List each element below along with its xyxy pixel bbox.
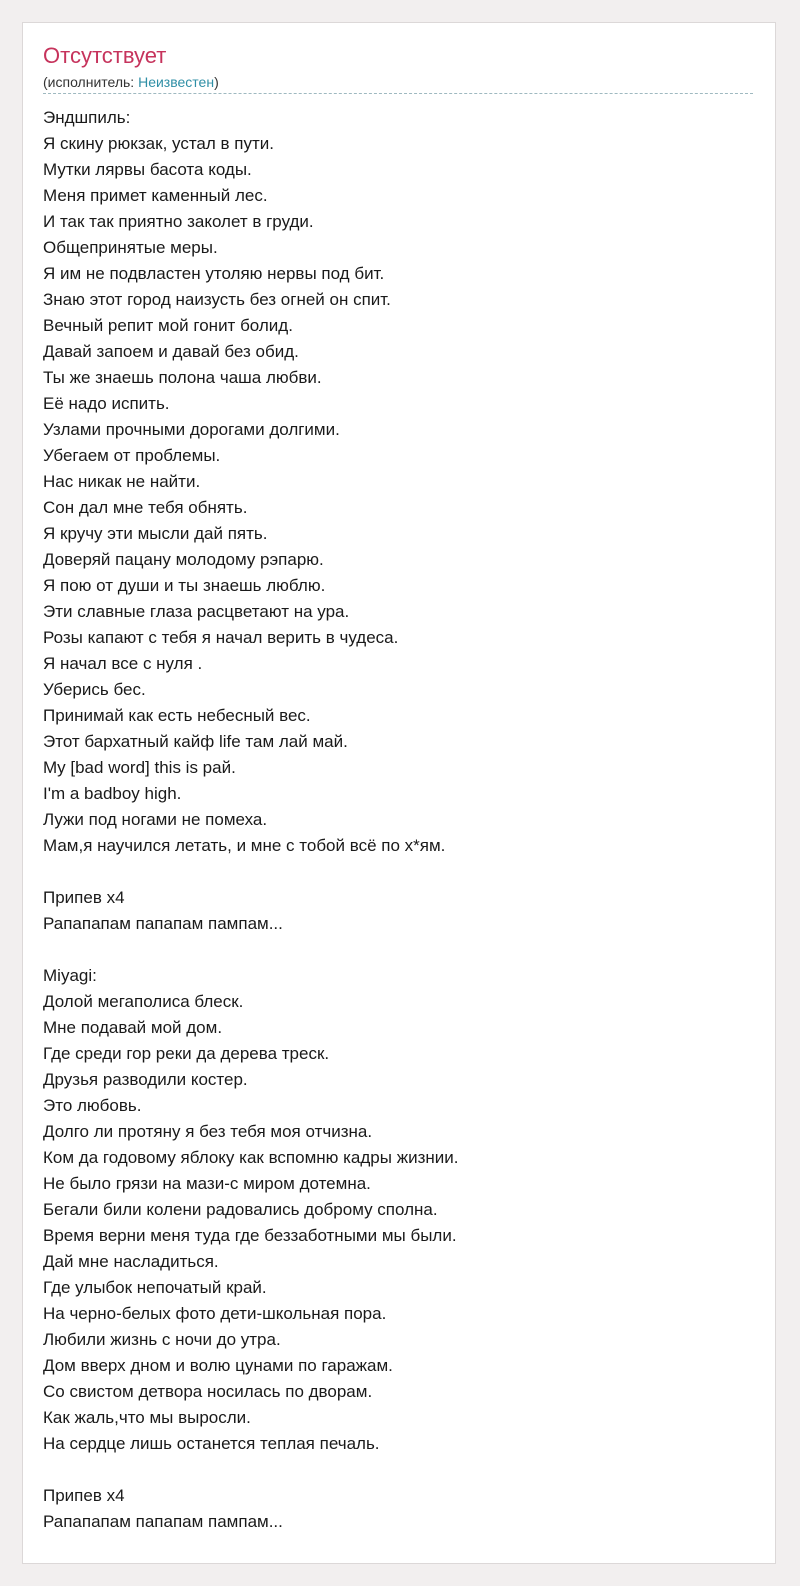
lyric-blank-line — [43, 859, 753, 885]
lyric-line: Не было грязи на мази-с миром дотемна. — [43, 1174, 371, 1193]
lyric-line: Время верни меня туда где беззаботными мы были. — [43, 1226, 457, 1245]
lyric-line: На сердце лишь останется теплая печаль. — [43, 1434, 380, 1453]
lyric-line: Я скину рюкзак, устал в пути. — [43, 134, 274, 153]
lyric-line: Долго ли протяну я без тебя моя отчизна. — [43, 1122, 373, 1141]
lyric-line: Это любовь. — [43, 1096, 142, 1115]
song-title: Отсутствует — [43, 43, 167, 68]
lyric-line: Где улыбок непочатый край. — [43, 1278, 267, 1297]
lyric-line: Дай мне насладиться. — [43, 1252, 219, 1271]
lyric-line: Эндшпиль: — [43, 108, 131, 127]
lyric-line: Общепринятые меры. — [43, 238, 218, 257]
lyric-line: Убегаем от проблемы. — [43, 446, 221, 465]
lyric-line: Как жаль,что мы выросли. — [43, 1408, 251, 1427]
lyric-line: Уберись бес. — [43, 680, 146, 699]
lyric-line: Этот бархатный кайф life там лай май. — [43, 732, 348, 751]
lyric-line: Ком да годовому яблоку как вспомню кадры жизнии. — [43, 1148, 459, 1167]
lyric-blank-line — [43, 1457, 753, 1483]
lyric-line: Я начал все с нуля . — [43, 654, 203, 673]
artist-link[interactable]: Неизвестен — [138, 74, 215, 90]
lyrics-card — [22, 22, 776, 1564]
lyric-line: И так так приятно заколет в груди. — [43, 212, 314, 231]
lyric-line: Розы капают с тебя я начал верить в чудеса. — [43, 628, 399, 647]
lyric-line: Нас никак не найти. — [43, 472, 201, 491]
lyric-line: Долой мегаполиса блеск. — [43, 992, 244, 1011]
lyric-line: Дом вверх дном и волю цунами по гаражам. — [43, 1356, 393, 1375]
lyric-line: Я кручу эти мысли дай пять. — [43, 524, 268, 543]
lyric-line: Где среди гор реки да дерева треск. — [43, 1044, 330, 1063]
lyric-line: Любили жизнь с ночи до утра. — [43, 1330, 281, 1349]
lyric-line: Я им не подвластен утоляю нервы под бит. — [43, 264, 385, 283]
artist-suffix: ) — [214, 74, 219, 90]
header-divider — [43, 93, 753, 94]
lyric-line: Лужи под ногами не помеха. — [43, 810, 268, 829]
lyric-line: Я пою от души и ты знаешь люблю. — [43, 576, 326, 595]
lyric-line: Рапапапам папапам пампам... — [43, 914, 283, 933]
lyric-line: На черно-белых фото дети-школьная пора. — [43, 1304, 387, 1323]
lyrics-body — [43, 105, 753, 1535]
lyric-line: Припев x4 — [43, 1486, 125, 1505]
lyric-line: Припев x4 — [43, 888, 125, 907]
lyric-line: Узлами прочными дорогами долгими. — [43, 420, 340, 439]
lyric-line: Miyagi: — [43, 966, 97, 985]
lyric-line: Меня примет каменный лес. — [43, 186, 268, 205]
lyric-line: Со свистом детвора носилась по дворам. — [43, 1382, 373, 1401]
lyric-line: Давай запоем и давай без обид. — [43, 342, 299, 361]
lyric-line: Мне подавай мой дом. — [43, 1018, 223, 1037]
artist-prefix: (исполнитель: — [43, 74, 139, 90]
lyric-line: Её надо испить. — [43, 394, 170, 413]
lyric-line: Вечный репит мой гонит болид. — [43, 316, 293, 335]
lyric-line: Знаю этот город наизусть без огней он спит. — [43, 290, 391, 309]
lyric-line: Мам,я научился летать, и мне с тобой всё по х*ям. — [43, 836, 446, 855]
lyric-line: Мутки лярвы басота коды. — [43, 160, 252, 179]
lyric-blank-line — [43, 937, 753, 963]
lyric-line: Друзья разводили костер. — [43, 1070, 248, 1089]
lyric-line: Бегали били колени радовались доброму сполна. — [43, 1200, 438, 1219]
artist-line — [43, 73, 753, 91]
lyric-line: Рапапапам папапам пампам... — [43, 1512, 283, 1531]
lyric-line: Ты же знаешь полона чаша любви. — [43, 368, 322, 387]
lyric-line: My [bad word] this is рай. — [43, 758, 236, 777]
song-header — [43, 43, 753, 91]
lyric-line: I'm a badboy high. — [43, 784, 182, 803]
lyric-line: Доверяй пацану молодому рэпарю. — [43, 550, 324, 569]
lyric-line: Эти славные глаза расцветают на ура. — [43, 602, 350, 621]
lyric-line: Принимай как есть небесный вес. — [43, 706, 311, 725]
lyric-line: Сон дал мне тебя обнять. — [43, 498, 248, 517]
